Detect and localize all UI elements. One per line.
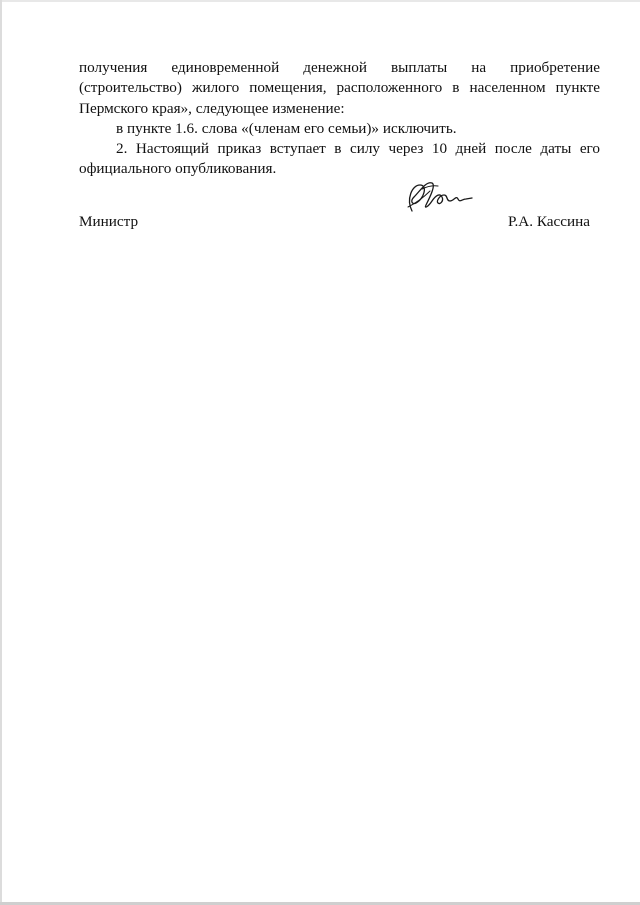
signature-block — [79, 213, 600, 235]
paragraph-amendment: в пункте 1.6. слова «(членам его семьи)» исключить. — [116, 119, 457, 137]
page-left-edge — [0, 0, 2, 905]
document-body — [79, 58, 600, 180]
signatory-name: Р.А. Кассина — [507, 213, 590, 230]
page-top-edge — [0, 0, 640, 2]
signatory-position: Министр — [79, 213, 139, 230]
paragraph-continuation: получения единовременной денежной выплаты на приобретение (строительство) жилого помещения, расположенного в населенном пункте Пермского края», следующее изменение: — [79, 59, 600, 117]
handwritten-signature — [402, 177, 474, 217]
paragraph-effective-date: 2. Настоящий приказ вступает в силу через 10 дней после даты его официального опубликования. — [79, 140, 600, 178]
